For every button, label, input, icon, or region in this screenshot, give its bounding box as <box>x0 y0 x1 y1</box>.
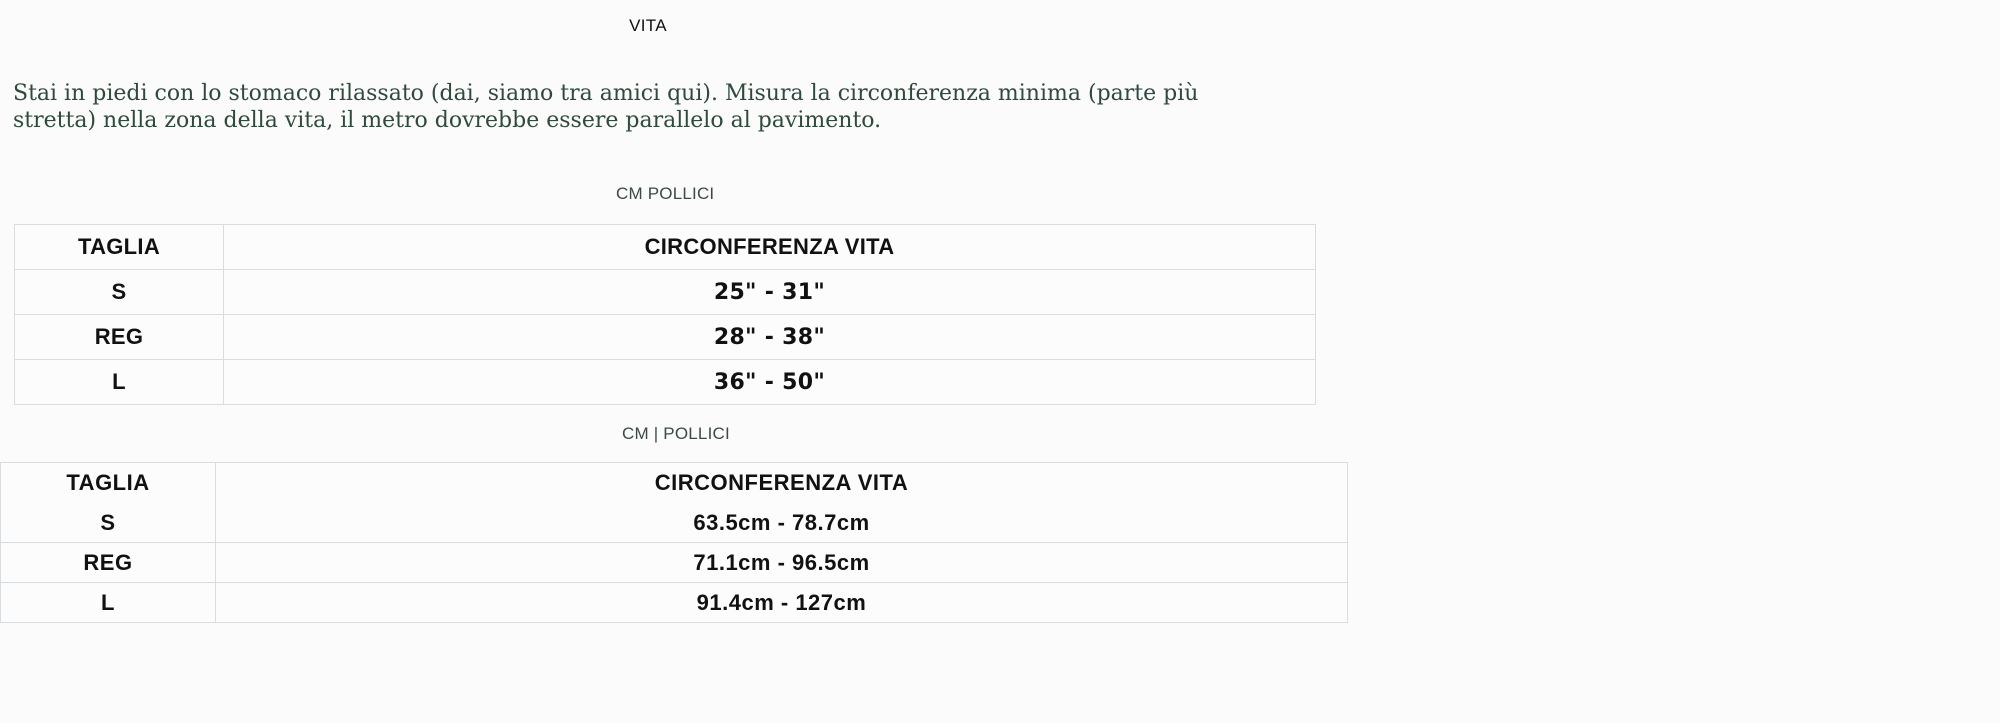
size-cell: REG <box>15 315 224 360</box>
size-cell: S <box>15 270 224 315</box>
header-waist: CIRCONFERENZA VITA <box>654 470 909 495</box>
size-cell: S <box>1 503 216 543</box>
waist-cell: 28" - 38" <box>224 315 1316 360</box>
header-size: TAGLIA <box>15 225 224 270</box>
table-row <box>1 543 1348 583</box>
size-cell: L <box>15 360 224 405</box>
header-size: TAGLIA <box>1 463 216 504</box>
section-title: VITA <box>629 16 667 35</box>
table-header-row <box>15 225 1316 270</box>
table-row <box>15 315 1316 360</box>
size-cell: REG <box>1 543 216 583</box>
waist-cell: 63.5cm - 78.7cm <box>216 503 1348 543</box>
waist-cell: 71.1cm - 96.5cm <box>216 543 1348 583</box>
size-cell: L <box>1 583 216 623</box>
table-row <box>1 583 1348 623</box>
waist-cell: 91.4cm - 127cm <box>216 583 1348 623</box>
size-table-cm <box>0 462 1348 623</box>
header-waist: CIRCONFERENZA VITA <box>224 225 1316 270</box>
table-row <box>15 360 1316 405</box>
unit-toggle-cm[interactable]: CM | POLLICI <box>622 424 730 443</box>
size-table-inches <box>14 224 1316 405</box>
measurement-instructions: Stai in piedi con lo stomaco rilassato (dai, siamo tra amici qui). Misura la circonferenza minima (parte più stretta) nella zona della vita, il metro dovrebbe essere parallelo al pavimento. <box>13 81 1199 133</box>
waist-cell: 36" - 50" <box>224 360 1316 405</box>
waist-cell: 25" - 31" <box>224 270 1316 315</box>
unit-toggle-inches[interactable]: CM POLLICI <box>616 184 715 203</box>
table-row <box>15 270 1316 315</box>
table-header-row <box>1 463 1348 504</box>
table-row <box>1 503 1348 543</box>
